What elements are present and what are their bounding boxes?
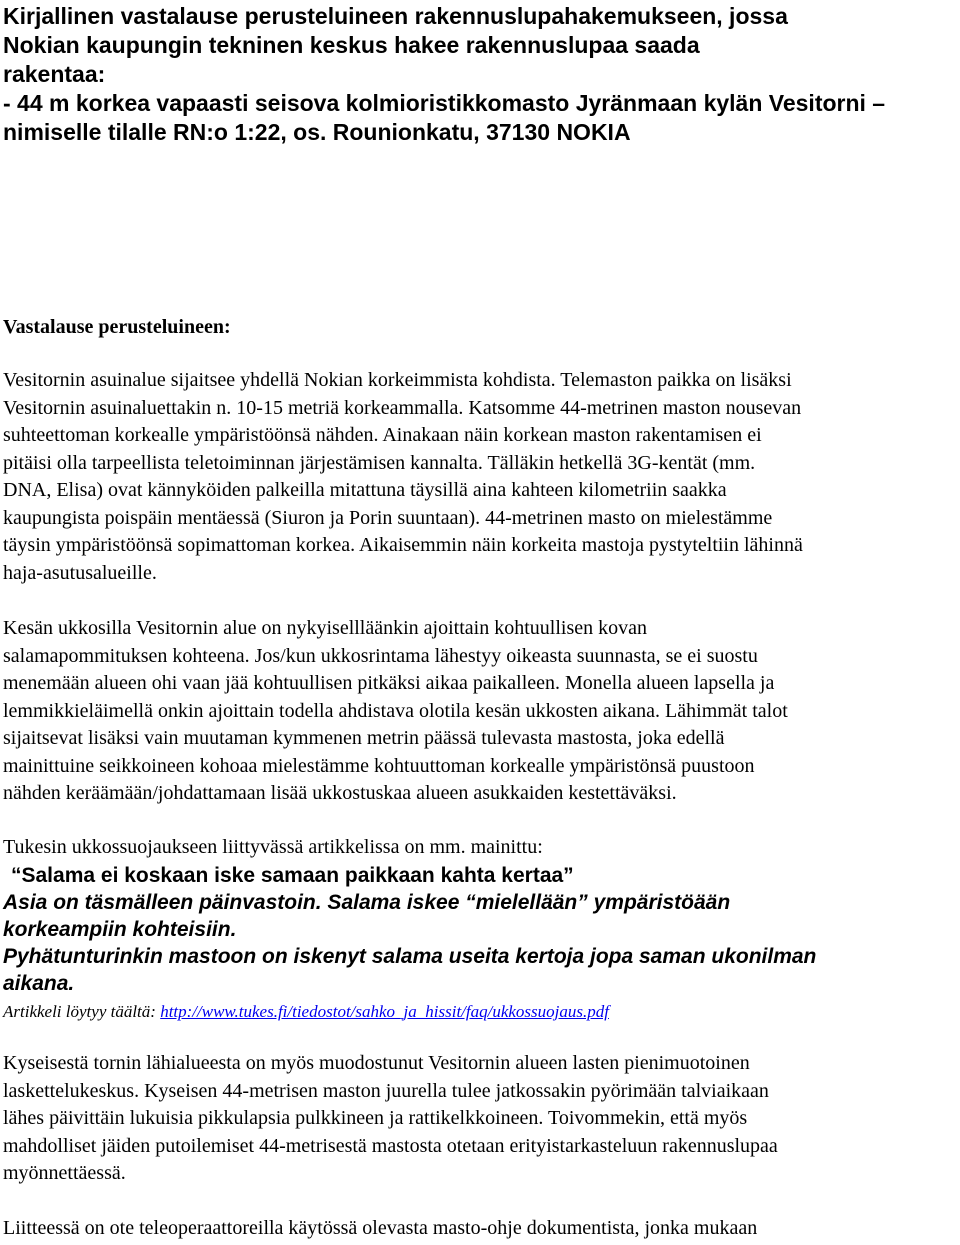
paragraph-line: kaupungista poispäin mentäessä (Siuron ja Porin suuntaan). 44-metrinen masto on mielestämme xyxy=(3,506,773,529)
paragraph-line: Kyseisestä tornin lähialueesta on myös muodostunut Vesitornin alueen lasten pienimuotoinen xyxy=(3,1052,750,1074)
paragraph-line: mainittuine seikkoineen kohoaa mielestämme kohtuuttoman korkealle ympäristönsä puustoon xyxy=(3,754,755,777)
title-line: nimiselle tilalle RN:o 1:22, os. Rounionkatu, 37130 NOKIA xyxy=(3,119,631,145)
paragraph-line: laskettelukeskus. Kyseisen 44-metrisen maston juurella tulee jatkossakin pyörimään talviaikaan xyxy=(3,1079,769,1102)
source-link[interactable]: http://www.tukes.fi/tiedostot/sahko_ja_hissit/faq/ukkossuojaus.pdf xyxy=(160,1002,609,1021)
paragraph-line: Vesitornin asuinalue sijaitsee yhdellä Nokian korkeimmista kohdista. Telemaston paikka on lisäksi xyxy=(3,369,792,391)
paragraph-line: täysin ympäristöönsä sopimattoman korkea. Aikaisemmin näin korkeita mastoja pystyteltiin lähinnä xyxy=(3,534,803,556)
paragraph-line: Liitteessä on ote teleoperaattoreilla käytössä olevasta masto-ohje dokumentista, jonka mukaan xyxy=(3,1217,758,1239)
paragraph-line: pitäisi olla tarpeellista teletoiminnan järjestämisen kannalta. Tälläkin hetkellä 3G-kentät (mm. xyxy=(3,451,756,474)
paragraph-line: mahdolliset jäiden putoilemiset 44-metrisestä mastosta otetaan erityistarkasteluun rakennuslupaa xyxy=(3,1134,778,1157)
paragraph-line: Vesitornin asuinaluettakin n. 10-15 metriä korkeammalla. Katsomme 44-metrinen maston nousevan xyxy=(3,396,802,419)
paragraph-line: nähden keräämään/johdattamaan lisää ukkostuskaa alueen asukkaiden kestettäväksi. xyxy=(3,782,677,804)
paragraph-sledding xyxy=(3,1050,960,1188)
paragraph-lightning xyxy=(3,615,960,808)
title-line: rakentaa: xyxy=(3,61,106,87)
paragraph-line: haja-asutusalueille. xyxy=(3,561,157,584)
paragraph-line: sijaitsevat lisäksi vain muutaman kymmenen metrin päässä tulevasta mastosta, joka edellä xyxy=(3,727,725,749)
paragraph-line: suhteettoman korkealle ympäristöönsä nähden. Ainakaan näin korkean maston rakentamisen ei xyxy=(3,424,762,446)
tukes-quote xyxy=(3,862,816,997)
quote-headline: “Salama ei koskaan iske samaan paikkaan kahta kertaa” xyxy=(11,864,574,887)
source-reference xyxy=(3,1000,609,1024)
paragraph-tukes-intro xyxy=(3,834,960,862)
document-page xyxy=(3,0,957,1239)
title-line: - 44 m korkea vapaasti seisova kolmioristikkomasto Jyränmaan kylän Vesitorni – xyxy=(3,90,886,116)
paragraph-line: menemään alueen ohi vaan jää kohtuullisen pitkäksi aikaa paikalleen. Monella alueen lapsella ja xyxy=(3,672,775,694)
paragraph-line: Tukesin ukkossuojaukseen liittyvässä artikkelissa on mm. mainittu: xyxy=(3,836,543,858)
document-title xyxy=(3,0,957,147)
quote-line: aikana. xyxy=(3,972,75,995)
section-heading: Vastalause perusteluineen: xyxy=(3,316,231,338)
paragraph-line: DNA, Elisa) ovat kännyköiden palkeilla mitattuna täysillä aina kahteen kilometriin saakka xyxy=(3,479,727,501)
source-label: Artikkeli löytyy täältä: xyxy=(3,1002,161,1021)
quote-line: Asia on täsmälleen päinvastoin. Salama iskee “mielellään” ympäristöään xyxy=(3,891,731,914)
quote-line: Pyhätunturinkin mastoon on iskenyt salama useita kertoja jopa saman ukonilman xyxy=(3,945,817,968)
paragraph-location xyxy=(3,367,960,587)
paragraph-line: Kesän ukkosilla Vesitornin alue on nykyisellläänkin ajoittain kohtuullisen kovan xyxy=(3,617,647,639)
paragraph-line: lemmikkieläimellä onkin ajoittain todella ahdistava olotila kesän ukkosten aikana. Lähimmät talot xyxy=(3,699,788,722)
paragraph-line: salamapommituksen kohteena. Jos/kun ukkosrintama lähestyy oikeasta suunnasta, se ei suostu xyxy=(3,644,758,667)
paragraph-line: lähes päivittäin lukuisia pikkulapsia pulkkineen ja rattikelkkoineen. Toivommekin, että myös xyxy=(3,1107,748,1129)
paragraph-attachment xyxy=(3,1215,960,1243)
title-line: Nokian kaupungin tekninen keskus hakee rakennuslupaa saada xyxy=(3,32,700,58)
quote-line: korkeampiin kohteisiin. xyxy=(3,918,237,941)
paragraph-line: myönnettäessä. xyxy=(3,1162,126,1184)
title-line: Kirjallinen vastalause perusteluineen rakennuslupahakemukseen, jossa xyxy=(3,3,788,29)
